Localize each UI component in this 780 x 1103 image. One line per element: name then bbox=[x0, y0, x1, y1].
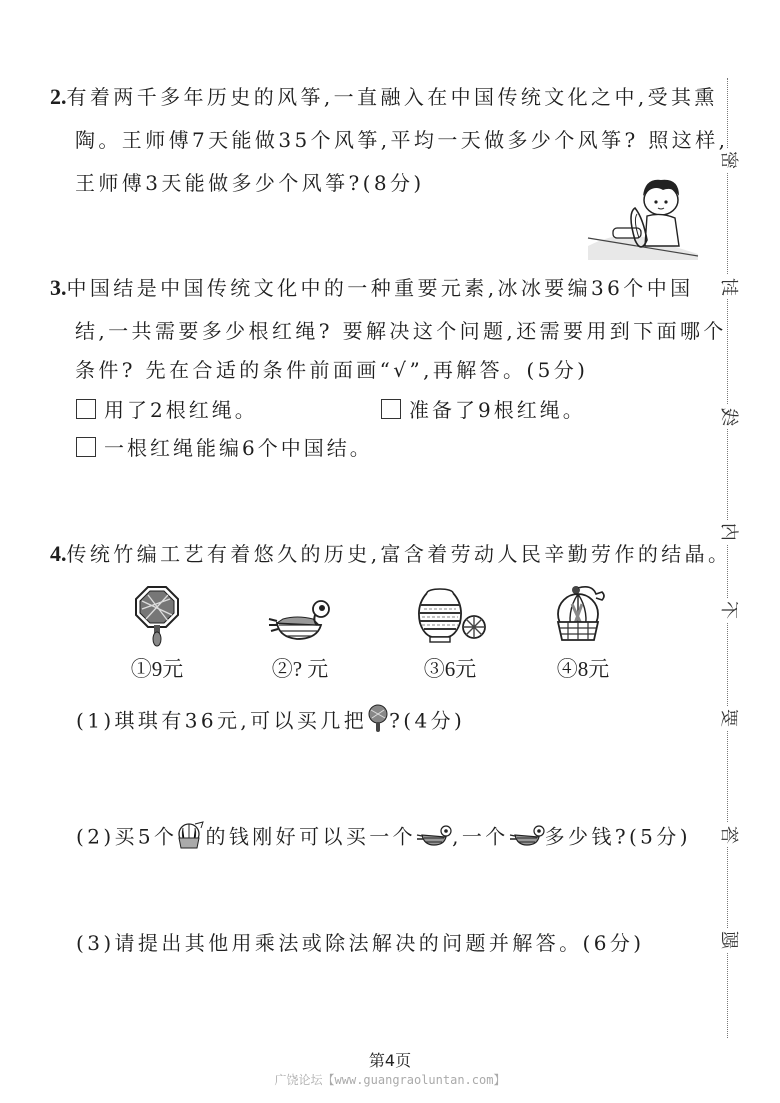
option-label: 用了2根红绳。 bbox=[104, 398, 258, 422]
sub-question-text: (2)买5个 bbox=[76, 824, 178, 849]
binding-char: 封 bbox=[716, 275, 740, 299]
bamboo-ball-basket-icon bbox=[552, 582, 614, 647]
sub-question-text: 的钱刚好可以买一个 bbox=[205, 824, 417, 849]
question-3-line-3: 条件? 先在合适的条件前面画“√”,再解答。(5分) bbox=[75, 358, 589, 382]
binding-char: 密 bbox=[716, 148, 740, 172]
question-text: 有着两千多年历史的风筝,一直融入在中国传统文化之中,受其熏 bbox=[66, 85, 718, 109]
sub-question-text: 多少钱?(5分) bbox=[544, 824, 691, 849]
checkbox[interactable] bbox=[76, 399, 96, 419]
product-bamboo-jar bbox=[405, 585, 495, 683]
question-4-sub-2 bbox=[76, 820, 691, 856]
bamboo-fan-icon bbox=[134, 585, 180, 647]
question-text: 传统竹编工艺有着悠久的历史,富含着劳动人民辛勤劳作的结晶。 bbox=[66, 542, 732, 566]
question-2-line-2: 陶。王师傅7天能做35个风筝,平均一天做多少个风筝? 照这样, bbox=[75, 128, 729, 152]
bamboo-duck-basket-icon bbox=[509, 823, 545, 853]
product-price-label: ③6元 bbox=[423, 657, 477, 681]
bamboo-ball-basket-icon bbox=[177, 820, 205, 856]
binding-char: 线 bbox=[716, 405, 740, 429]
option-prepared-9-ropes[interactable] bbox=[381, 394, 586, 423]
page-number: 第4页 bbox=[368, 1051, 412, 1070]
option-label: 一根红绳能编6个中国结。 bbox=[104, 436, 373, 460]
question-3-line-1 bbox=[50, 275, 694, 301]
product-bamboo-fan bbox=[112, 585, 202, 683]
boy-making-kite-illustration bbox=[583, 168, 703, 260]
question-3-line-2: 结,一共需要多少根红绳? 要解决这个问题,还需要用到下面哪个 bbox=[75, 319, 727, 343]
sub-question-text: ,一个 bbox=[452, 824, 509, 849]
product-price-label: ②? 元 bbox=[271, 657, 329, 681]
question-2-line-1 bbox=[50, 84, 718, 110]
product-price-label: ①9元 bbox=[130, 657, 184, 681]
source-watermark: 广饶论坛【www.guangraoluntan.com】 bbox=[274, 1073, 506, 1087]
binding-char: 答 bbox=[716, 823, 740, 847]
bamboo-duck-basket-icon bbox=[416, 823, 452, 853]
question-number: 3. bbox=[50, 275, 67, 300]
checkbox[interactable] bbox=[381, 399, 401, 419]
sub-question-text: ?(4分) bbox=[389, 708, 466, 733]
bamboo-duck-basket-icon bbox=[267, 585, 333, 647]
question-4-sub-1 bbox=[76, 704, 465, 740]
question-number: 2. bbox=[50, 84, 67, 109]
bamboo-fan-icon bbox=[367, 704, 389, 740]
bamboo-jar-icon bbox=[412, 585, 488, 647]
question-4-sub-3: (3)请提出其他用乘法或除法解决的问题并解答。(6分) bbox=[76, 931, 645, 955]
question-2-line-3: 王师傅3天能做多少个风筝?(8分) bbox=[75, 171, 425, 195]
binding-char: 要 bbox=[716, 706, 740, 730]
product-price-label: ④8元 bbox=[556, 657, 610, 681]
checkbox[interactable] bbox=[76, 437, 96, 457]
question-text: 中国结是中国传统文化中的一种重要元素,冰冰要编36个中国 bbox=[66, 276, 694, 300]
sub-question-text: (1)琪琪有36元,可以买几把 bbox=[76, 708, 368, 733]
binding-char: 内 bbox=[716, 520, 740, 544]
binding-char: 题 bbox=[716, 928, 740, 952]
option-label: 准备了9根红绳。 bbox=[409, 398, 586, 422]
option-used-2-ropes[interactable] bbox=[76, 394, 258, 423]
option-one-rope-6-knots[interactable] bbox=[76, 432, 373, 461]
product-bamboo-ball-basket bbox=[538, 582, 628, 683]
question-number: 4. bbox=[50, 541, 67, 566]
question-4-intro bbox=[50, 541, 731, 567]
binding-char: 不 bbox=[716, 598, 740, 622]
product-bamboo-duck-basket bbox=[255, 585, 345, 683]
